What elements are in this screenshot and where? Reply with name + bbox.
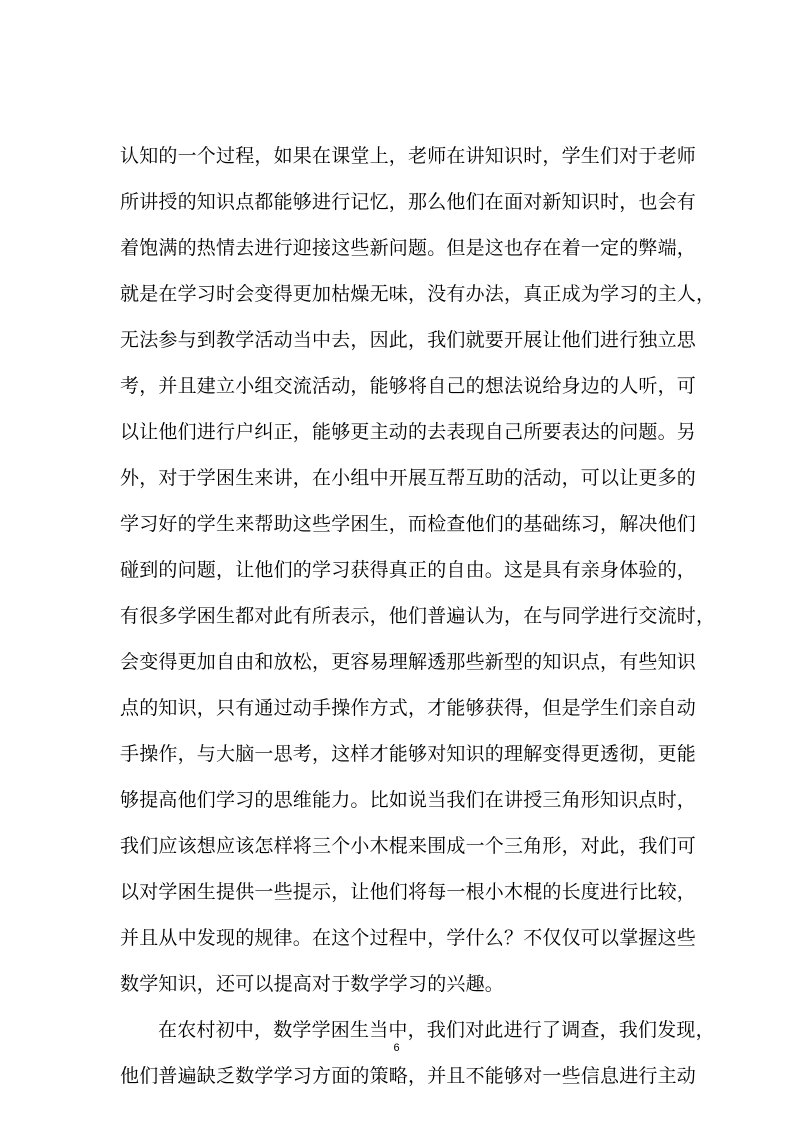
text-line: 考，并且建立小组交流活动，能够将自己的想法说给身边的人听，可 (120, 375, 697, 397)
text-line: 在农村初中，数学学困生当中，我们对此进行了调查，我们发现， (158, 1019, 715, 1041)
text-line: 他们普遍缺乏数学学习方面的策略，并且不能够对一些信息进行主动 (120, 1065, 697, 1087)
text-line: 认知的一个过程，如果在课堂上，老师在讲知识时，学生们对于老师 (120, 145, 697, 167)
text-line: 以让他们进行户纠正，能够更主动的去表现自己所要表达的问题。另 (120, 421, 697, 443)
text-line: 无法参与到教学活动当中去，因此，我们就要开展让他们进行独立思 (120, 329, 697, 351)
text-line: 外，对于学困生来讲，在小组中开展互帮互助的活动，可以让更多的 (120, 467, 697, 489)
text-line: 有很多学困生都对此有所表示，他们普遍认为，在与同学进行交流时， (120, 605, 716, 627)
text-line: 并且从中发现的规律。在这个过程中，学什么？不仅仅可以掌握这些 (120, 927, 697, 949)
text-line: 我们应该想应该怎样将三个小木棍来围成一个三角形，对此，我们可 (120, 835, 697, 857)
text-line: 着饱满的热情去进行迎接这些新问题。但是这也存在着一定的弊端， (120, 237, 697, 259)
text-line: 够提高他们学习的思维能力。比如说当我们在讲授三角形知识点时， (120, 789, 697, 811)
text-line: 会变得更加自由和放松，更容易理解透那些新型的知识点，有些知识 (120, 651, 697, 673)
text-line: 以对学困生提供一些提示，让他们将每一根小木棍的长度进行比较， (120, 881, 697, 903)
text-line: 点的知识，只有通过动手操作方式，才能够获得，但是学生们亲自动 (120, 697, 697, 719)
text-line: 数学知识，还可以提高对于数学学习的兴趣。 (120, 973, 505, 995)
body-text (120, 133, 716, 1099)
page-number: 6 (393, 1042, 400, 1054)
text-line: 就是在学习时会变得更加枯燥无味，没有办法，真正成为学习的主人， (120, 283, 716, 305)
text-line: 所讲授的知识点都能够进行记忆，那么他们在面对新知识时，也会有 (120, 191, 697, 213)
text-line: 学习好的学生来帮助这些学困生，而检查他们的基础练习，解决他们 (120, 513, 697, 535)
text-line: 碰到的问题，让他们的学习获得真正的自由。这是具有亲身体验的， (120, 559, 697, 581)
text-line: 手操作，与大脑一思考，这样才能够对知识的理解变得更透彻，更能 (120, 743, 697, 765)
